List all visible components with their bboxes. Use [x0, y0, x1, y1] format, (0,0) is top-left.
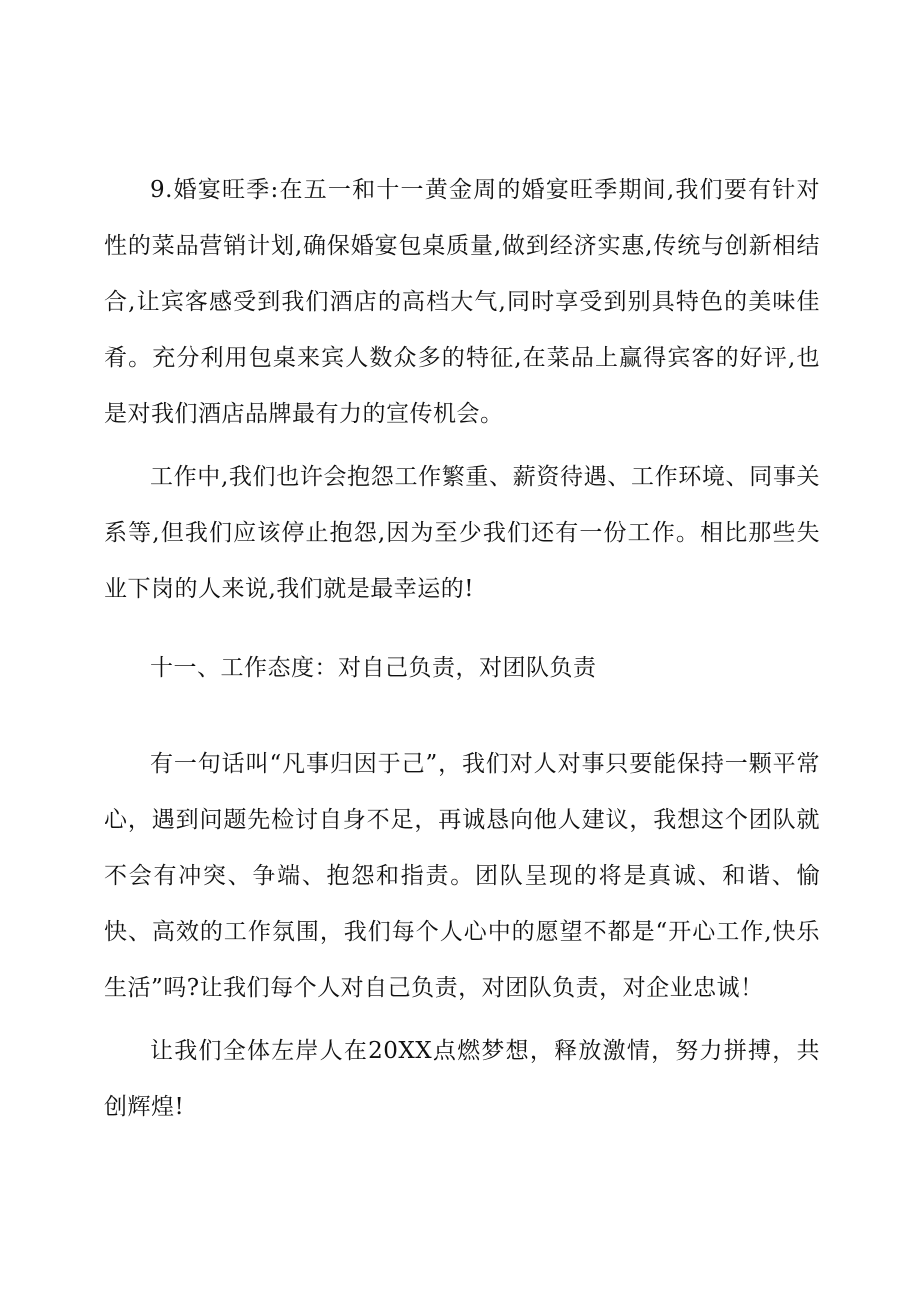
- paragraph-closing: 让我们全体左岸人在20XX点燃梦想，释放激情，努力拼搏，共创辉煌!: [104, 1038, 820, 1120]
- paragraph-wedding-season: 9.婚宴旺季:在五一和十一黄金周的婚宴旺季期间,我们要有针对性的菜品营销计划,确保婚宴包桌质量,做到经济实惠,传统与创新相结合,让宾客感受到我们酒店的高档大气,同时享受到别具特色的美味佳肴。充分利用包桌来宾人数众多的特征,在菜品上赢得宾客的好评,也是对我们酒店品牌最有力的宣传机会。: [104, 177, 820, 427]
- paragraph-team-responsibility: 有一句话叫“凡事归因于己”，我们对人对事只要能保持一颗平常心，遇到问题先检讨自身不足，再诚恳向他人建议，我想这个团队就不会有冲突、争端、抱怨和指责。团队呈现的将是真诚、和谐、愉快、高效的工作氛围，我们每个人心中的愿望不都是“开心工作,快乐生活”吗?让我们每个人对自己负责，对团队负责，对企业忠诚！: [104, 751, 820, 1001]
- section-heading-work-attitude: 十一、工作态度：对自己负责，对团队负责: [150, 655, 597, 681]
- paragraph-stop-complaining: 工作中,我们也许会抱怨工作繁重、薪资待遇、工作环境、同事关系等,但我们应该停止抱怨,因为至少我们还有一份工作。相比那些失业下岗的人来说,我们就是最幸运的!: [104, 464, 820, 602]
